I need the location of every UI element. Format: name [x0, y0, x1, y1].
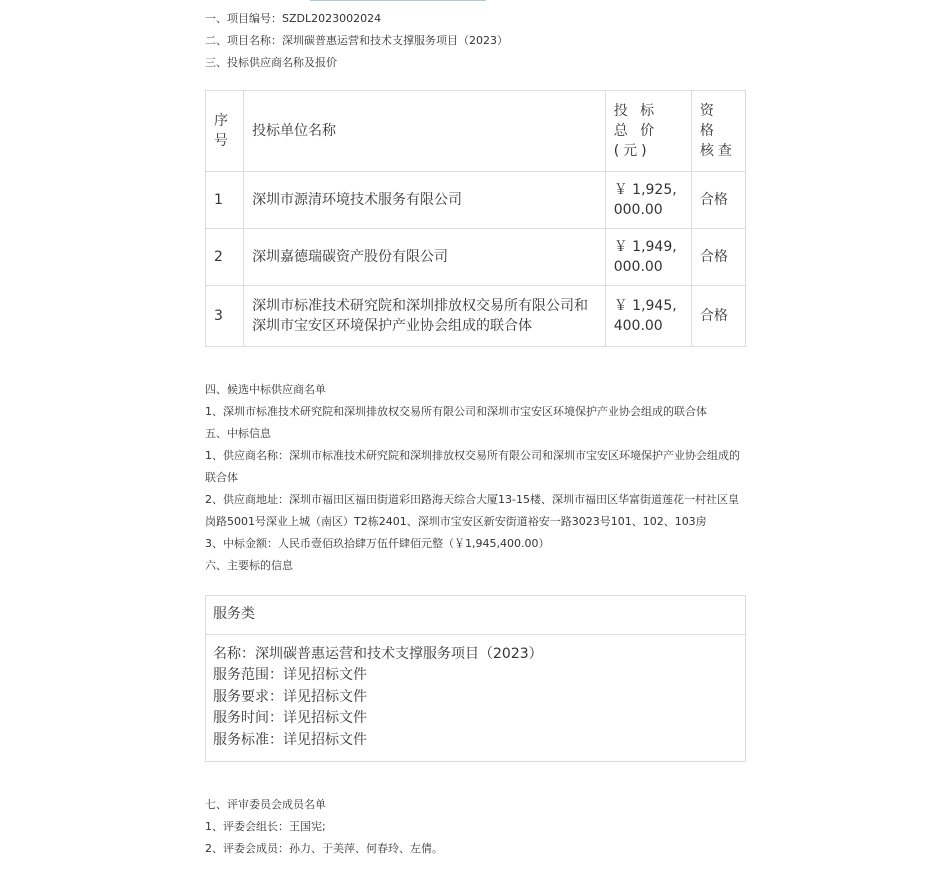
service-info-box — [205, 595, 746, 762]
announcement-document — [205, 8, 746, 860]
row-check: 合格 — [691, 286, 745, 347]
column-header-check: 资 格 核查 — [691, 91, 745, 172]
service-time: 服务时间：详见招标文件 — [213, 710, 367, 727]
candidate-item: 1、深圳市标准技术研究院和深圳排放权交易所有限公司和深圳市宝安区环境保护产业协会组成的联合体 — [205, 405, 707, 418]
table-row — [206, 172, 746, 229]
project-number: 一、项目编号：SZDL2023002024 — [205, 12, 382, 25]
service-name: 名称：深圳碳普惠运营和技术支撑服务项目（2023） — [213, 645, 543, 662]
service-box-header: 服务类 — [206, 596, 745, 635]
service-box-body — [206, 635, 745, 761]
top-divider — [310, 0, 486, 1]
row-no: 2 — [206, 229, 244, 286]
column-header-price: 投 标 总 价(元) — [605, 91, 691, 172]
column-header-name: 投标单位名称 — [244, 91, 606, 172]
row-check: 合格 — [691, 172, 745, 229]
service-requirement: 服务要求：详见招标文件 — [213, 688, 367, 705]
column-header-no: 序号 — [206, 91, 244, 172]
award-amount: 3、中标金额：人民币壹佰玖拾肆万伍仟肆佰元整（￥1,945,400.00） — [205, 537, 550, 550]
row-no: 3 — [206, 286, 244, 347]
row-bidder-name: 深圳嘉德瑞碳资产股份有限公司 — [244, 229, 606, 286]
table-row — [206, 229, 746, 286]
award-supplier-address: 2、供应商地址：深圳市福田区福田街道彩田路海天综合大厦13-15楼、深圳市福田区华富街道莲花一村社区皇岗路5001号深业上城（南区）T2栋2401、深圳市宝安区新安街道裕安一路3023号101、102、103房 — [205, 493, 739, 528]
table-row — [206, 286, 746, 347]
service-standard: 服务标准：详见招标文件 — [213, 731, 367, 748]
award-section-title: 五、中标信息 — [205, 427, 271, 440]
project-name: 二、项目名称：深圳碳普惠运营和技术支撑服务项目（2023） — [205, 34, 508, 47]
row-price: ￥ 1,949,000.00 — [605, 229, 691, 286]
row-bidder-name: 深圳市标准技术研究院和深圳排放权交易所有限公司和深圳市宝安区环境保护产业协会组成的联合体 — [244, 286, 606, 347]
row-check: 合格 — [691, 229, 745, 286]
bidders-section-title: 三、投标供应商名称及报价 — [205, 56, 337, 69]
row-no: 1 — [206, 172, 244, 229]
committee-section — [205, 794, 746, 860]
committee-section-title: 七、评审委员会成员名单 — [205, 797, 326, 811]
committee-leader: 1、评委会组长：王国宪; — [205, 819, 326, 833]
service-scope: 服务范围：详见招标文件 — [213, 667, 367, 684]
table-header-row — [206, 91, 746, 172]
row-price: ￥ 1,945,400.00 — [605, 286, 691, 347]
main-subject-section-title: 六、主要标的信息 — [205, 559, 293, 572]
award-supplier-name: 1、供应商名称：深圳市标准技术研究院和深圳排放权交易所有限公司和深圳市宝安区环境保护产业协会组成的联合体 — [205, 449, 740, 484]
row-bidder-name: 深圳市源清环境技术服务有限公司 — [244, 172, 606, 229]
committee-members: 2、评委会成员：孙力、于美萍、何春玲、左倩。 — [205, 841, 443, 855]
row-price: ￥ 1,925,000.00 — [605, 172, 691, 229]
candidates-section-title: 四、候选中标供应商名单 — [205, 383, 326, 396]
bid-table — [205, 90, 746, 347]
